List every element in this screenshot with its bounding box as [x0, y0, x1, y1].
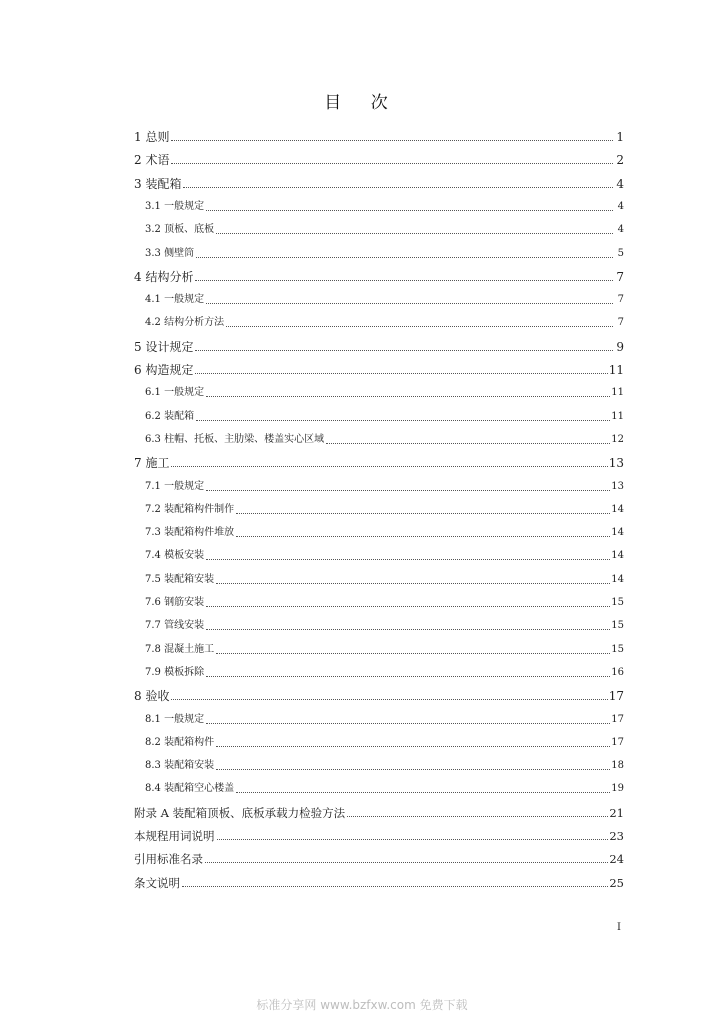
- dot-leader: [195, 349, 613, 351]
- toc-entry[interactable]: [145, 778, 624, 796]
- toc-entry-label: 7.6 钢筋安装: [145, 597, 205, 608]
- toc-entry[interactable]: [145, 219, 624, 237]
- dot-leader: [206, 605, 610, 607]
- toc-entry-page: 5: [617, 247, 624, 259]
- toc-entry-page: 21: [609, 805, 624, 820]
- dot-leader: [226, 325, 613, 327]
- dot-leader: [347, 815, 608, 817]
- toc-entry-label: 3 装配箱: [134, 176, 182, 191]
- toc-entry-page: 18: [611, 760, 624, 772]
- toc-entry-label: 8.4 装配箱空心楼盖: [145, 783, 235, 795]
- toc-entry[interactable]: [134, 848, 624, 866]
- page-number: I: [617, 922, 621, 933]
- toc-entry[interactable]: [134, 825, 624, 843]
- toc-entry-page: 1: [616, 130, 624, 144]
- dot-leader: [326, 442, 610, 444]
- toc-entry[interactable]: [134, 336, 624, 354]
- toc-entry-label: 7.5 装配箱安装: [145, 573, 215, 585]
- watermark: 标准分享网 www.bzfxw.com 免费下载: [256, 998, 468, 1012]
- toc-entry-label: 8 验收: [134, 689, 170, 704]
- toc-entry-page: 15: [611, 597, 624, 608]
- dot-leader: [171, 698, 607, 700]
- toc-entry[interactable]: [134, 126, 624, 144]
- toc-entry[interactable]: [145, 569, 624, 587]
- toc-entry-label: 7 施工: [134, 456, 170, 471]
- toc-entry-label: 3.1 一般规定: [145, 200, 205, 212]
- toc-entry[interactable]: [134, 685, 624, 703]
- dot-leader: [206, 209, 613, 211]
- toc-entry-page: 4: [617, 200, 624, 212]
- toc-entry-label: 附录 A 装配箱顶板、底板承载力检验方法: [134, 805, 346, 820]
- toc-entry[interactable]: [145, 289, 624, 307]
- dot-leader: [183, 186, 613, 188]
- dot-leader: [171, 465, 607, 467]
- toc-entry-page: 15: [611, 620, 624, 632]
- toc-entry[interactable]: [145, 709, 624, 727]
- toc-entry[interactable]: [134, 452, 624, 470]
- toc-entry[interactable]: [134, 802, 624, 820]
- toc-entry-page: 12: [611, 433, 624, 445]
- toc-entry-label: 6 构造规定: [134, 363, 194, 377]
- toc-entry[interactable]: [145, 429, 624, 447]
- toc-entry-label: 本规程用词说明: [134, 829, 215, 843]
- toc-entry[interactable]: [145, 732, 624, 750]
- toc-entry-page: 19: [611, 783, 624, 795]
- toc-entry[interactable]: [134, 149, 624, 167]
- toc-entry-label: 引用标准名录: [134, 852, 203, 867]
- toc-entry-label: 条文说明: [134, 875, 180, 890]
- dot-leader: [195, 372, 607, 374]
- dot-leader: [236, 791, 610, 793]
- dot-leader: [205, 861, 608, 863]
- toc-entry-label: 8.3 装配箱安装: [145, 760, 215, 772]
- dot-leader: [182, 885, 608, 887]
- toc-entry-label: 5 设计规定: [134, 339, 194, 354]
- dot-leader: [216, 582, 610, 584]
- toc-entry-page: 17: [608, 689, 624, 704]
- toc-entry-label: 6.2 装配箱: [145, 410, 195, 422]
- toc-entry[interactable]: [145, 312, 624, 330]
- toc-entry-label: 4 结构分析: [134, 269, 194, 284]
- dot-leader: [206, 675, 610, 677]
- toc-entry-page: 9: [616, 339, 624, 354]
- toc-entry-page: 17: [611, 713, 624, 725]
- toc-entry-page: 25: [609, 875, 624, 890]
- toc-entry[interactable]: [145, 476, 624, 494]
- dot-leader: [216, 652, 610, 654]
- toc-entry-label: 7.1 一般规定: [145, 480, 205, 492]
- toc-entry[interactable]: [145, 243, 624, 261]
- dot-leader: [206, 395, 610, 397]
- dot-leader: [206, 722, 610, 724]
- toc-entry-page: 2: [616, 153, 624, 168]
- toc-entry-page: 11: [611, 387, 624, 399]
- toc-entry-page: 14: [611, 503, 624, 515]
- toc-entry-page: 7: [617, 317, 624, 329]
- toc-entry-label: 3.2 顶板、底板: [145, 224, 215, 236]
- dot-leader: [196, 256, 613, 258]
- toc-entry-label: 7.2 装配箱构件制作: [145, 503, 235, 515]
- toc-entry[interactable]: [145, 662, 624, 680]
- toc-entry-page: 23: [609, 829, 624, 843]
- dot-leader: [216, 232, 613, 234]
- toc-entry-label: 3.3 侧壁筒: [145, 247, 195, 259]
- dot-leader: [196, 419, 610, 421]
- toc-entry-label: 7.3 装配箱构件堆放: [145, 527, 235, 539]
- toc-entry[interactable]: [134, 266, 624, 284]
- toc-entry-page: 4: [617, 224, 624, 236]
- dot-leader: [216, 768, 610, 770]
- dot-leader: [206, 628, 610, 630]
- dot-leader: [236, 512, 610, 514]
- toc-entry-page: 11: [608, 363, 624, 377]
- toc-entry[interactable]: [145, 406, 624, 424]
- toc-entry[interactable]: [145, 196, 624, 214]
- toc-entry-label: 7.8 混凝土施工: [145, 643, 215, 655]
- dot-leader: [216, 745, 610, 747]
- toc-entry-label: 2 术语: [134, 153, 170, 168]
- toc-entry-page: 14: [611, 550, 624, 562]
- toc-entry-label: 6.3 柱帽、托板、主肋梁、楼盖实心区域: [145, 433, 325, 445]
- toc-entry-label: 8.2 装配箱构件: [145, 736, 215, 748]
- toc-entry-label: 7.4 模板安装: [145, 550, 205, 562]
- toc-entry-page: 4: [616, 176, 624, 191]
- toc-entry-page: 7: [617, 294, 624, 306]
- toc-entry-label: 7.9 模板拆除: [145, 666, 205, 678]
- toc-entry[interactable]: [134, 173, 624, 191]
- toc-entry-page: 11: [611, 410, 624, 422]
- toc-entry[interactable]: [145, 545, 624, 563]
- dot-leader: [206, 302, 613, 304]
- toc-entry[interactable]: [145, 382, 624, 400]
- dot-leader: [206, 489, 610, 491]
- dot-leader: [195, 279, 613, 281]
- toc-entry[interactable]: [145, 522, 624, 540]
- toc-entry-label: 4.2 结构分析方法: [145, 317, 225, 329]
- toc-entry-label: 7.7 管线安装: [145, 620, 205, 632]
- dot-leader: [236, 535, 610, 537]
- toc-entry-page: 15: [611, 643, 624, 655]
- toc-entry-page: 16: [611, 666, 624, 678]
- toc-entry-page: 14: [611, 527, 624, 539]
- toc-entry[interactable]: [134, 359, 624, 377]
- toc-entry[interactable]: [145, 592, 624, 610]
- toc-title: 目 次: [324, 93, 400, 113]
- toc-entry-page: 14: [611, 573, 624, 585]
- toc-entry-label: 1 总则: [134, 130, 170, 144]
- toc-entry-page: 13: [608, 456, 624, 471]
- toc-entry[interactable]: [145, 499, 624, 517]
- dot-leader: [171, 139, 613, 141]
- toc-entry[interactable]: [145, 615, 624, 633]
- toc-entry-label: 6.1 一般规定: [145, 387, 205, 399]
- toc-entry[interactable]: [134, 872, 624, 890]
- toc-entry[interactable]: [145, 755, 624, 773]
- dot-leader: [217, 838, 609, 840]
- toc-entry[interactable]: [145, 639, 624, 657]
- toc-entry-label: 4.1 一般规定: [145, 294, 205, 306]
- toc-entry-page: 17: [611, 736, 624, 748]
- toc-entry-page: 7: [616, 269, 624, 284]
- toc-entry-page: 13: [611, 480, 624, 492]
- toc-entry-page: 24: [609, 852, 624, 867]
- dot-leader: [206, 558, 610, 560]
- toc-entry-label: 8.1 一般规定: [145, 713, 205, 725]
- dot-leader: [171, 162, 613, 164]
